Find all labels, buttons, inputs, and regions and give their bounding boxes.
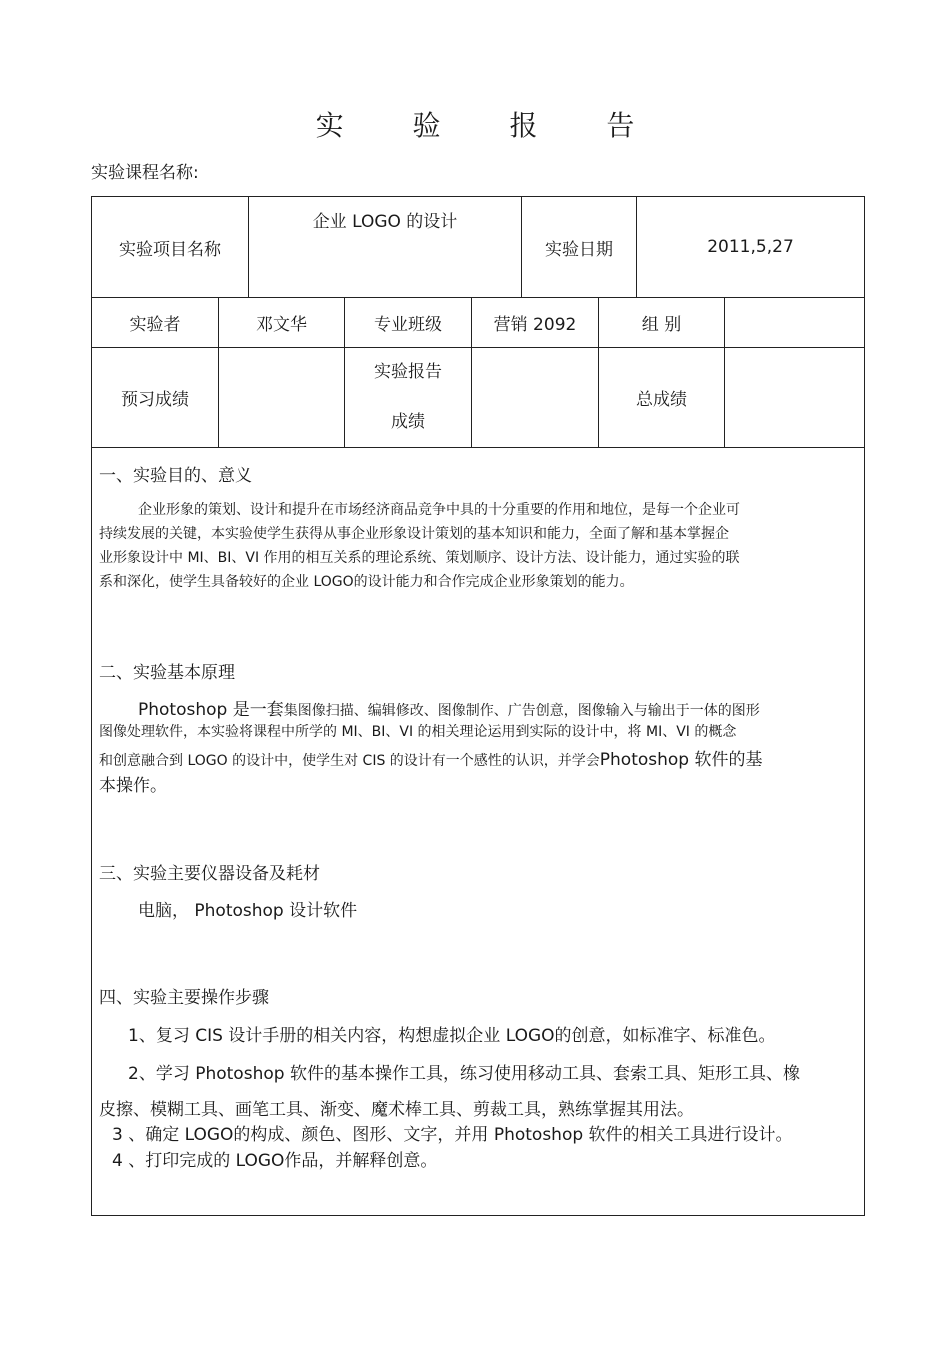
report-grade-label	[345, 347, 472, 447]
report-grade-value	[472, 347, 599, 447]
section-1-line: 企业形象的策划、设计和提升在市场经济商品竞争中具的十分重要的作用和地位，是每一个企业可	[138, 502, 740, 518]
step-item: 1、复习 CIS 设计手册的相关内容，构想虚拟企业 LOGO的创意，如标准字、标准色。	[128, 1026, 776, 1046]
course-name-label: 实验课程名称:	[91, 163, 199, 183]
project-name-value: 企业 LOGO 的设计	[249, 197, 522, 297]
table-row-experimenter	[92, 297, 864, 348]
report-title: 实 验 报 告	[315, 109, 665, 142]
group-value	[725, 297, 864, 347]
step-item: 4 、打印完成的 LOGO作品，并解释创意。	[112, 1151, 438, 1171]
photoshop-intro-text: Photoshop 是一套	[138, 700, 284, 720]
section-2-line	[99, 745, 763, 770]
section-2-line3-big: Photoshop 软件的基	[599, 750, 763, 770]
class-label: 专业班级	[345, 297, 472, 347]
date-label: 实验日期	[522, 197, 637, 297]
preview-grade-label: 预习成绩	[92, 347, 219, 447]
section-2-line3-text: 和创意融合到 LOGO 的设计中，使学生对 CIS 的设计有一个感性的认识，并学会	[99, 753, 600, 769]
preview-grade-value	[219, 347, 345, 447]
table-row-project	[92, 197, 864, 298]
step-item: 皮擦、模糊工具、画笔工具、渐变、魔术棒工具、剪裁工具，熟练掌握其用法。	[99, 1100, 694, 1120]
step-item: 3 、确定 LOGO的构成、颜色、图形、文字，并用 Photoshop 软件的相关工具进行设计。	[112, 1125, 793, 1145]
section-1-line: 系和深化，使学生具备较好的企业 LOGO的设计能力和合作完成企业形象策划的能力。	[99, 574, 634, 590]
step-item: 2、学习 Photoshop 软件的基本操作工具，练习使用移动工具、套索工具、矩形工具、橡	[128, 1064, 800, 1084]
table-row-grades	[92, 347, 864, 448]
total-grade-value	[725, 347, 864, 447]
section-2-line: 本操作。	[99, 776, 167, 796]
section-3-heading: 三、实验主要仪器设备及耗材	[99, 864, 320, 884]
class-value: 营销 2092	[472, 297, 599, 347]
date-value: 2011,5,27	[707, 237, 794, 257]
project-name-label: 实验项目名称	[92, 197, 249, 297]
section-2-line: 图像处理软件，本实验将课程中所学的 MI、BI、VI 的相关理论运用到实际的设计中，将 MI、VI 的概念	[99, 724, 737, 740]
experimenter-label: 实验者	[92, 297, 219, 347]
section-4-heading: 四、实验主要操作步骤	[99, 988, 269, 1008]
section-1-heading: 一、实验目的、意义	[99, 466, 252, 486]
experimenter-value: 邓文华	[219, 297, 345, 347]
group-label: 组 别	[599, 297, 725, 347]
total-grade-label: 总成绩	[599, 347, 725, 447]
report-table	[91, 196, 865, 1216]
section-1-line: 持续发展的关键，本实验使学生获得从事企业形象设计策划的基本知识和能力，全面了解和基本掌握企	[99, 526, 729, 542]
equipment-text: 电脑， Photoshop 设计软件	[138, 901, 358, 921]
section-1-line: 业形象设计中 MI、BI、VI 作用的相互关系的理论系统、策划顺序、设计方法、设计能力，通过实验的联	[99, 550, 740, 566]
report-grade-label-line2: 成绩	[391, 412, 425, 432]
section-2-heading: 二、实验基本原理	[99, 663, 235, 683]
section-2-line	[138, 695, 760, 720]
section-2-line1-rest: 集图像扫描、编辑修改、图像制作、广告创意，图像输入与输出于一体的图形	[283, 703, 760, 719]
report-grade-label-line1: 实验报告	[374, 362, 442, 382]
